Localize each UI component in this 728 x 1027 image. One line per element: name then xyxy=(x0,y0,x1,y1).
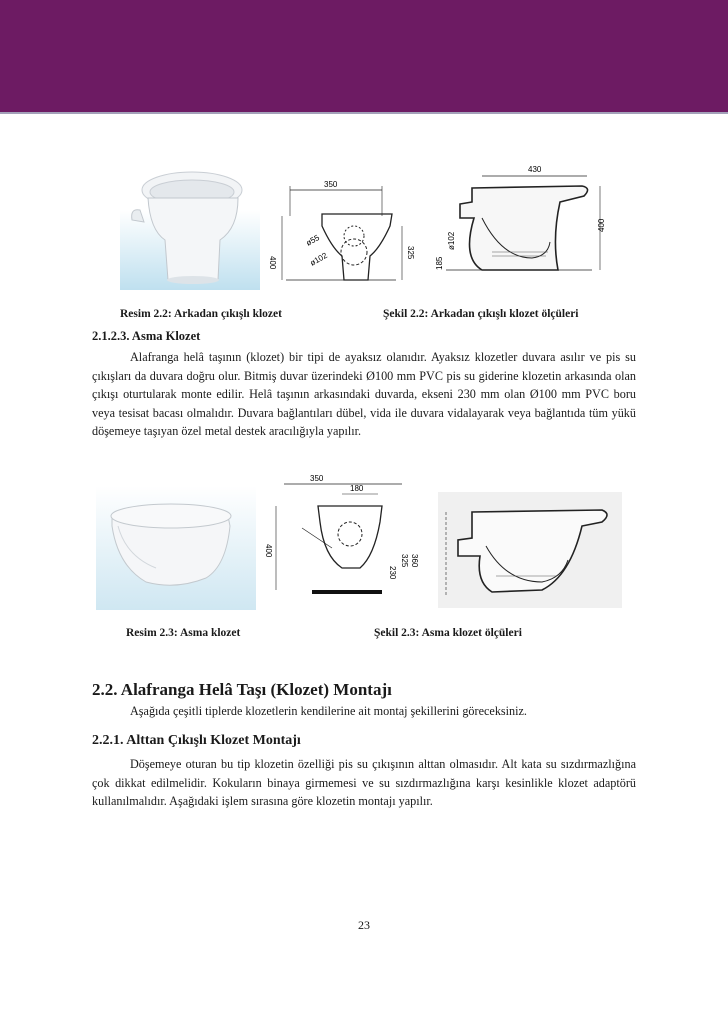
section-body-2-2-1 xyxy=(92,755,636,811)
dim-width: 350 xyxy=(324,180,338,189)
photo-caption-2-3: Resim 2.3: Asma klozet xyxy=(126,627,241,639)
section-body-2-2 xyxy=(92,702,636,721)
section-title-2-1-2-3: 2.1.2.3. Asma Klozet xyxy=(92,329,201,343)
dim-height: 400 xyxy=(268,256,277,270)
page-number: 23 xyxy=(358,918,370,932)
dim-height2: 325 xyxy=(406,246,415,260)
dim-h3: 230 xyxy=(388,566,397,580)
figure-wall-hung-toilet-photo xyxy=(96,486,256,610)
dim-width: 430 xyxy=(528,165,542,174)
section-body-2-1-2-3 xyxy=(92,348,636,441)
dim-inner: 180 xyxy=(350,484,364,493)
dim-h2: 325 xyxy=(400,554,409,568)
drawing-caption-2-3: Şekil 2.3: Asma klozet ölçüleri xyxy=(374,627,522,639)
dim-dia2: ø102 xyxy=(308,250,329,268)
section-text-2-2: Aşağıda çeşitli tiplerde klozetlerin kendilerine ait montaj şekillerini göreceksiniz. xyxy=(130,704,527,718)
section-text-2-1-2-3: Alafranga helâ taşının (klozet) bir tipi de ayaksız olanıdır. Ayaksız klozetler duvara asılır ve pis su çıkışları da duvara doğru olur. Bitmiş duvar üzerindeki Ø100 mm PVC pis su giderine klozetin arkasında olan çıkışı oturtularak monte edilir. Helâ taşının arkasındaki duvarda, ekseni 230 mm olan Ø100 mm PVC boru veya tesisat bacası olmalıdır. Duvara bağlantıları dübel, vida ile duvara vidalayarak veya bağlantıda tüm yükü döşemeye taşıyan özel metal destek aracılığıyla yapılır. xyxy=(92,350,636,439)
section-title-2-2-1: 2.2.1. Alttan Çıkışlı Klozet Montajı xyxy=(92,733,301,748)
header-divider xyxy=(0,112,728,114)
figure-wall-hung-front-drawing xyxy=(262,470,427,600)
dim-height: 400 xyxy=(597,218,606,232)
header-banner xyxy=(0,0,728,112)
figure-rear-outlet-front-drawing xyxy=(262,176,427,288)
dim-height: 400 xyxy=(264,544,273,558)
dim-h1: 360 xyxy=(410,554,419,568)
section-text-2-2-1: Döşemeye oturan bu tip klozetin özelliği pis su çıkışının alttan olmasıdır. Alt kata su sızdırmazlığına çok dikkat edilmelidir. Kokuların binaya girmemesi ve su sızdırmazlığına karşı kesinlikle klozet adaptörü kullanılmalıdır. Aşağıdaki işlem sırasına göre klozetin montajı yapılır. xyxy=(92,757,636,809)
dim-dia1: ø55 xyxy=(304,233,321,248)
dim-width: 350 xyxy=(310,474,324,483)
figure-rear-outlet-toilet-photo xyxy=(120,150,260,290)
figure-wall-hung-side-drawing xyxy=(432,486,628,614)
dim-h1: 185 xyxy=(435,256,444,270)
photo-caption-2-2: Resim 2.2: Arkadan çıkışlı klozet xyxy=(120,308,282,320)
section-title-2-2: 2.2. Alafranga Helâ Taşı (Klozet) Montajı xyxy=(92,680,392,699)
figure-rear-outlet-side-drawing xyxy=(432,158,612,290)
drawing-caption-2-2: Şekil 2.2: Arkadan çıkışlı klozet ölçüleri xyxy=(383,308,579,320)
dim-dia: ø102 xyxy=(447,231,456,250)
